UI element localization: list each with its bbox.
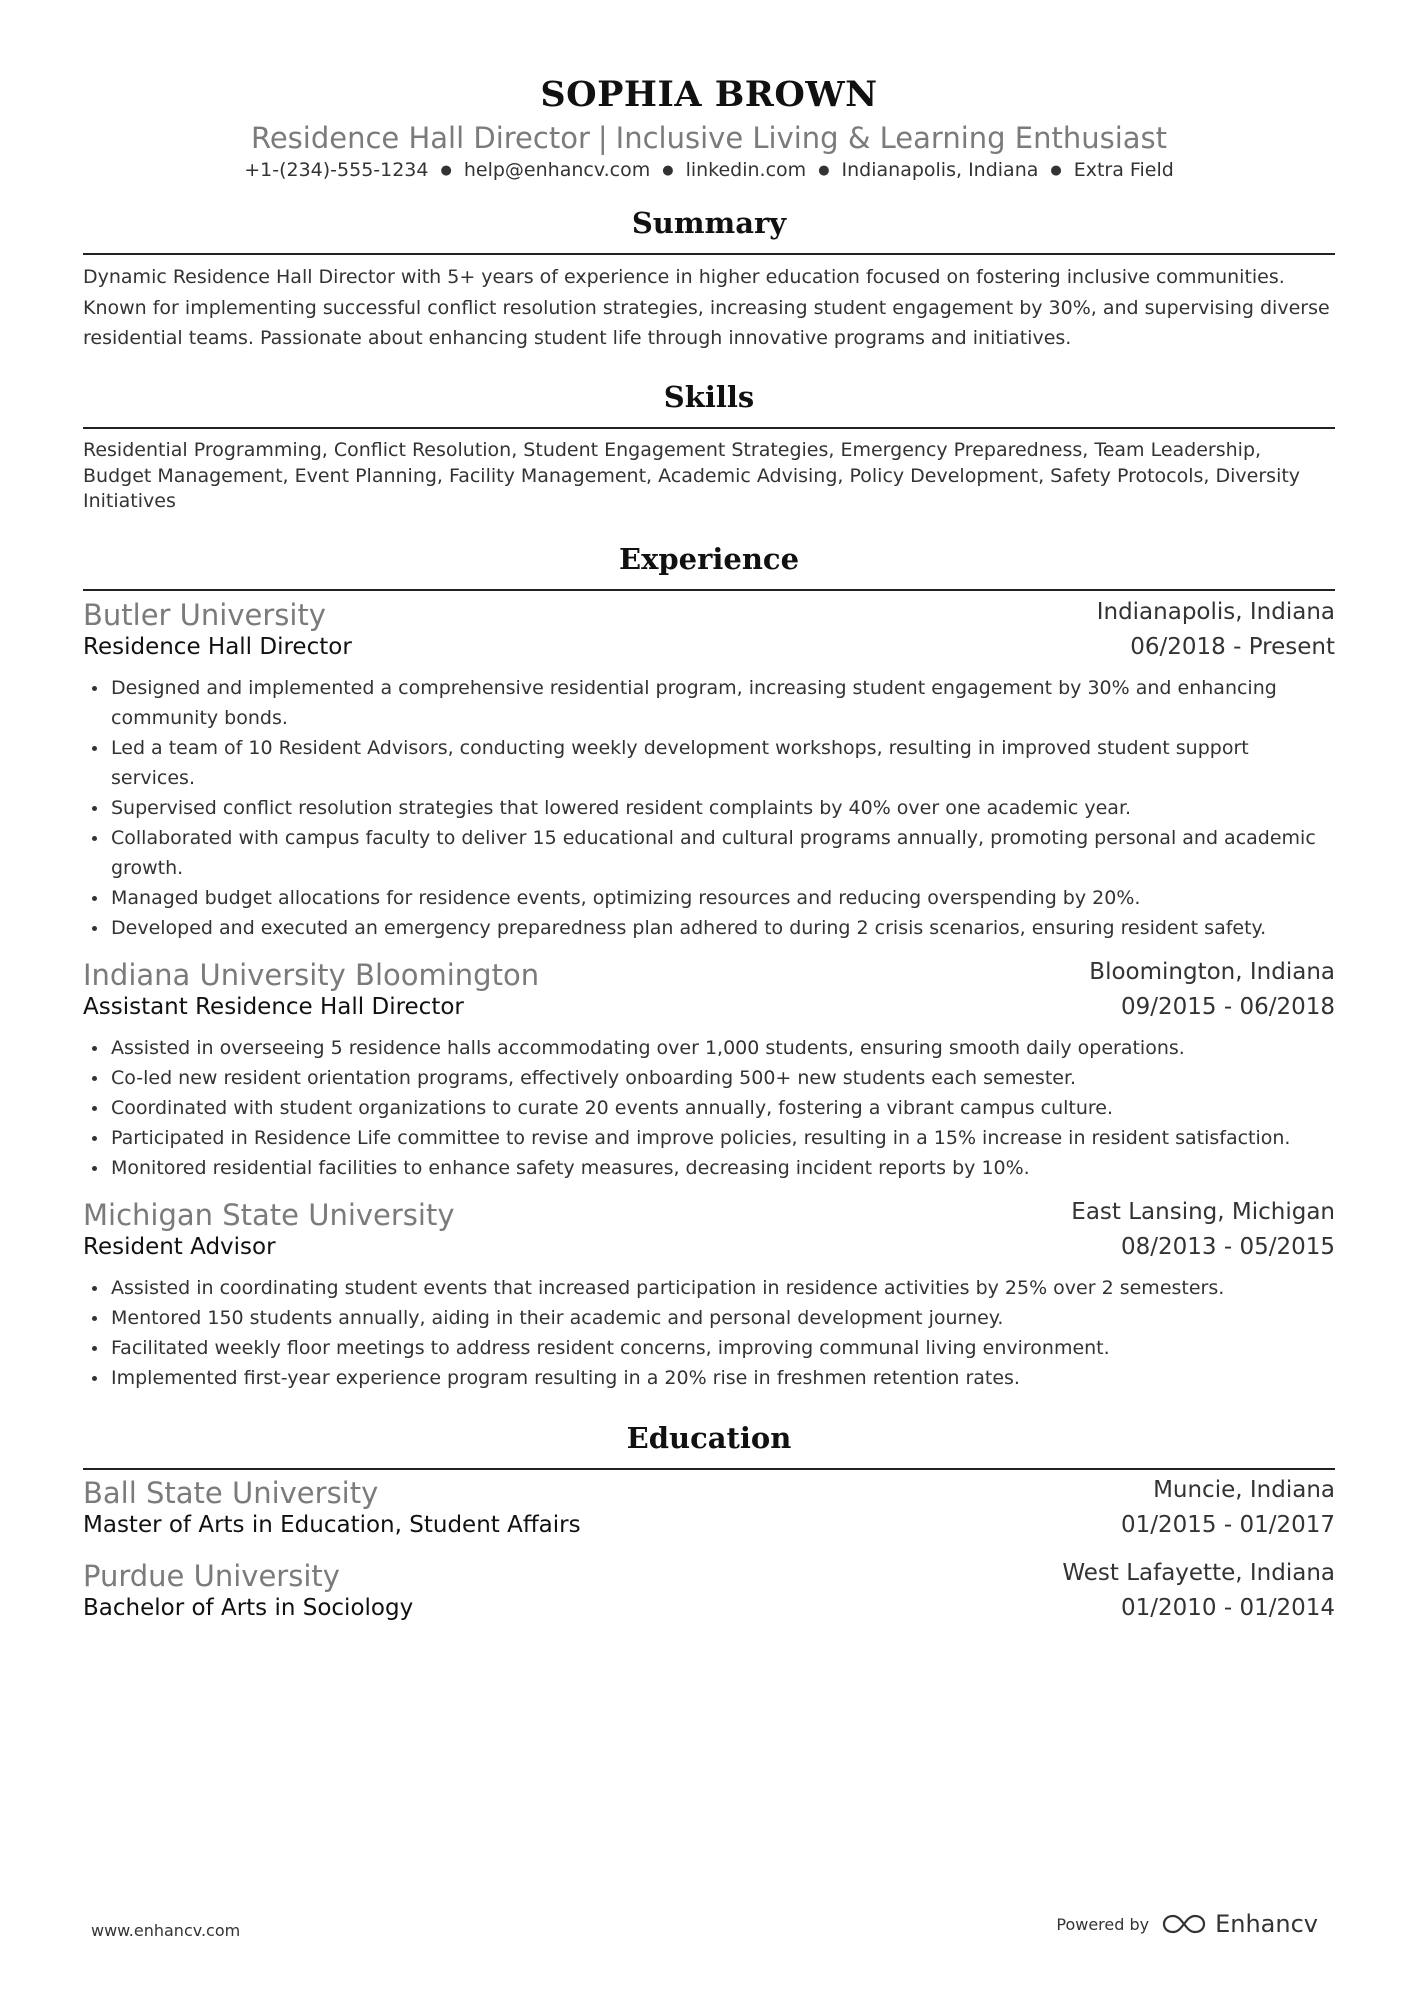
school-location: West Lafayette, Indiana xyxy=(1062,1560,1335,1586)
list-item: Assisted in coordinating student events that increased participation in residence activities by 25% over 2 semesters. xyxy=(83,1273,1335,1303)
school-name: Purdue University xyxy=(83,1559,340,1593)
contact-line xyxy=(83,159,1335,181)
list-item: Assisted in overseeing 5 residence halls accommodating over 1,000 students, ensuring smooth daily operations. xyxy=(83,1033,1335,1063)
headline xyxy=(83,121,1335,155)
contact-location: Indianapolis, Indiana xyxy=(841,159,1039,181)
employer-name: Michigan State University xyxy=(83,1198,455,1232)
list-item: Mentored 150 students annually, aiding in their academic and personal development journey. xyxy=(83,1303,1335,1333)
employer-name: Butler University xyxy=(83,598,326,632)
footer-branding xyxy=(1056,1910,1318,1938)
headline-separator: | xyxy=(597,121,608,155)
section-divider xyxy=(83,253,1335,255)
bullet-separator: ● xyxy=(1050,163,1062,178)
infinity-logo-icon xyxy=(1161,1912,1207,1936)
list-item: Monitored residential facilities to enhance safety measures, decreasing incident reports by 10%. xyxy=(83,1153,1335,1183)
contact-email[interactable]: help@enhancv.com xyxy=(463,159,651,181)
contact-linkedin[interactable]: linkedin.com xyxy=(685,159,807,181)
education-heading: Education xyxy=(626,1421,792,1455)
job-location: Indianapolis, Indiana xyxy=(1096,599,1335,625)
list-item: Collaborated with campus faculty to deliver 15 educational and cultural programs annually, promoting personal and academic growth. xyxy=(83,823,1335,883)
job-bullets xyxy=(83,1273,1335,1393)
candidate-name: SOPHIA BROWN xyxy=(540,74,878,115)
job-title: Resident Advisor xyxy=(83,1234,276,1260)
school-name: Ball State University xyxy=(83,1476,379,1510)
education-dates: 01/2010 - 01/2014 xyxy=(1120,1595,1335,1621)
skills-heading: Skills xyxy=(663,380,755,414)
job-dates: 06/2018 - Present xyxy=(1130,634,1335,660)
section-divider xyxy=(83,1468,1335,1470)
list-item: Managed budget allocations for residence events, optimizing resources and reducing overspending by 20%. xyxy=(83,883,1335,913)
list-item: Participated in Residence Life committee to revise and improve policies, resulting in a 15% increase in resident satisfaction. xyxy=(83,1123,1335,1153)
job-bullets xyxy=(83,673,1335,943)
degree: Master of Arts in Education, Student Affairs xyxy=(83,1512,581,1538)
section-divider xyxy=(83,427,1335,429)
job-title: Assistant Residence Hall Director xyxy=(83,994,464,1020)
bullet-separator: ● xyxy=(818,163,830,178)
job-dates: 09/2015 - 06/2018 xyxy=(1120,994,1335,1020)
job-dates: 08/2013 - 05/2015 xyxy=(1120,1234,1335,1260)
brand-name: Enhancv xyxy=(1215,1910,1318,1938)
list-item: Supervised conflict resolution strategies that lowered resident complaints by 40% over one academic year. xyxy=(83,793,1335,823)
job-title: Residence Hall Director xyxy=(83,634,352,660)
contact-phone[interactable]: +1-(234)-555-1234 xyxy=(244,159,429,181)
job-bullets xyxy=(83,1033,1335,1183)
list-item: Implemented first-year experience program resulting in a 20% rise in freshmen retention rates. xyxy=(83,1363,1335,1393)
brand-logo[interactable] xyxy=(1161,1910,1318,1938)
job-location: Bloomington, Indiana xyxy=(1089,959,1335,985)
powered-by-label: Powered by xyxy=(1056,1914,1150,1934)
employer-name: Indiana University Bloomington xyxy=(83,958,540,992)
degree: Bachelor of Arts in Sociology xyxy=(83,1595,414,1621)
experience-heading: Experience xyxy=(618,542,800,576)
summary-heading: Summary xyxy=(631,206,787,240)
list-item: Designed and implemented a comprehensive residential program, increasing student engagement by 30% and enhancing community bonds. xyxy=(83,673,1335,733)
list-item: Developed and executed an emergency preparedness plan adhered to during 2 crisis scenarios, ensuring resident safety. xyxy=(83,913,1335,943)
skills-text: Residential Programming, Conflict Resolution, Student Engagement Strategies, Emergency Preparedness, Team Leadership, Budget Management, Event Planning, Facility Management, Academic Advising, Policy Development, Safety Protocols, Diversity Initiatives xyxy=(83,439,1301,512)
list-item: Led a team of 10 Resident Advisors, conducting weekly development workshops, resulting in improved student support services. xyxy=(83,733,1335,793)
section-divider xyxy=(83,589,1335,591)
job-location: East Lansing, Michigan xyxy=(1071,1199,1335,1225)
summary-text: Dynamic Residence Hall Director with 5+ years of experience in higher education focused on fostering inclusive communities. Known for implementing successful conflict resolution strategies, increasing student engagement by 30%, and supervising diverse residential teams. Passionate about enhancing student life through innovative programs and initiatives. xyxy=(83,266,1330,349)
school-location: Muncie, Indiana xyxy=(1153,1477,1335,1503)
list-item: Coordinated with student organizations to curate 20 events annually, fostering a vibrant campus culture. xyxy=(83,1093,1335,1123)
headline-title: Residence Hall Director xyxy=(250,121,590,155)
headline-tagline: Inclusive Living & Learning Enthusiast xyxy=(615,121,1168,155)
footer-website[interactable]: www.enhancv.com xyxy=(91,1921,241,1940)
bullet-separator: ● xyxy=(662,163,674,178)
list-item: Co-led new resident orientation programs, effectively onboarding 500+ new students each semester. xyxy=(83,1063,1335,1093)
contact-extra: Extra Field xyxy=(1073,159,1174,181)
bullet-separator: ● xyxy=(440,163,452,178)
education-dates: 01/2015 - 01/2017 xyxy=(1120,1512,1335,1538)
list-item: Facilitated weekly floor meetings to address resident concerns, improving communal living environment. xyxy=(83,1333,1335,1363)
